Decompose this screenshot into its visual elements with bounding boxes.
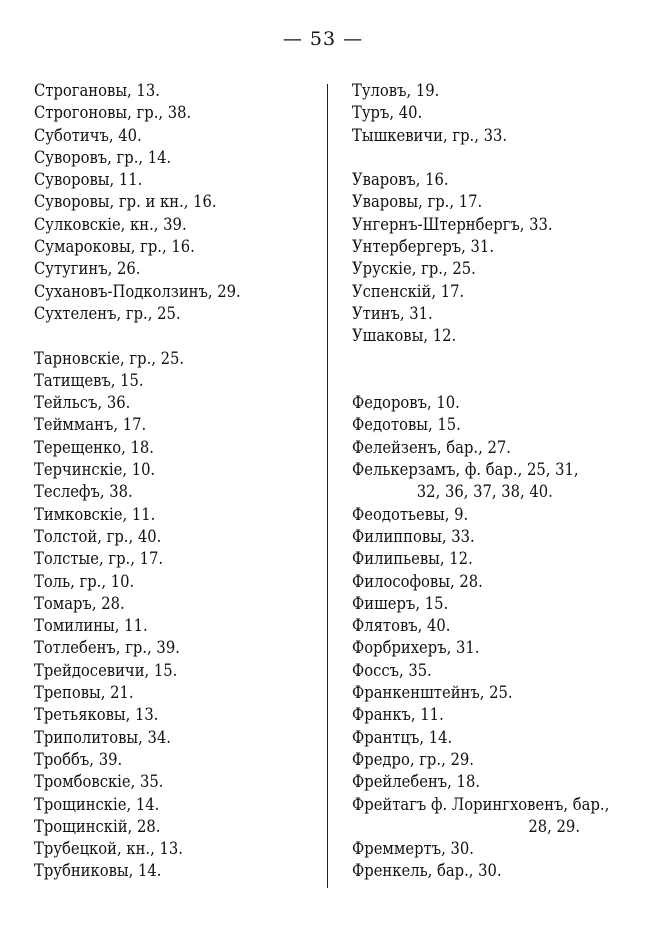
index-entry: Федотовы, 15.	[352, 415, 461, 435]
index-entry: Троббъ, 39.	[34, 749, 123, 769]
index-entry: Теймманъ, 17.	[34, 415, 147, 435]
index-entry: Тейльсъ, 36.	[34, 393, 131, 413]
index-entry: Философовы, 28.	[352, 571, 483, 591]
section-gap	[352, 147, 604, 169]
index-entry: Сулковскіе, кн., 39.	[34, 214, 187, 234]
index-entry: Сутугинъ, 26.	[34, 259, 141, 279]
index-entry: Федоровъ, 10.	[352, 393, 460, 413]
index-entry: Толстой, гр., 40.	[34, 526, 162, 546]
index-column-right	[352, 80, 632, 883]
index-entry: Третьяковы, 13.	[34, 705, 159, 725]
section-gap	[34, 325, 291, 347]
index-entry: Тромбовскіе, 35.	[34, 772, 164, 792]
index-entry: Франкенштейнъ, 25.	[352, 683, 513, 703]
index-entry: Фрейлебенъ, 18.	[352, 772, 481, 792]
index-entry: Утинъ, 31.	[352, 303, 433, 323]
index-entry: Туръ, 40.	[352, 103, 423, 123]
index-entry: Фредро, гр., 29.	[352, 749, 474, 769]
index-entry: Триполитовы, 34.	[34, 727, 171, 747]
index-entry: Сумароковы, гр., 16.	[34, 237, 195, 257]
index-entry: Феодотьевы, 9.	[352, 504, 469, 524]
index-entry: Унтербергеръ, 31.	[352, 237, 495, 257]
index-entry: Филипьевы, 12.	[352, 549, 473, 569]
index-entry: Терещенко, 18.	[34, 437, 154, 457]
index-entry: Филипповы, 33.	[352, 526, 475, 546]
index-entry: Томаръ, 28.	[34, 593, 125, 613]
index-entry: Толстые, гр., 17.	[34, 549, 164, 569]
index-entry: 28, 29.	[528, 816, 581, 836]
index-entry: Трубниковы, 14.	[34, 861, 162, 881]
index-entry: Трубецкой, кн., 13.	[34, 839, 183, 859]
index-entry: Трощинскій, 28.	[34, 816, 161, 836]
index-entry: Унгернъ-Штернбергъ, 33.	[352, 214, 553, 234]
index-entry: Суворовы, гр. и кн., 16.	[34, 192, 217, 212]
index-entry: Френкель, бар., 30.	[352, 861, 502, 881]
index-entry: Туловъ, 19.	[352, 81, 440, 100]
index-entry: Суворовъ, гр., 14.	[34, 147, 172, 167]
index-entry: Трейдосевичи, 15.	[34, 660, 178, 680]
index-entry: Франкъ, 11.	[352, 705, 444, 725]
page-number: — 53 —	[282, 28, 364, 50]
index-entry: Франтцъ, 14.	[352, 727, 453, 747]
index-entry: Уваровы, гр., 17.	[352, 192, 483, 212]
index-entry: Томилины, 11.	[34, 616, 148, 636]
index-entry: Фелькерзамъ, ф. бар., 25, 31,	[352, 460, 579, 480]
index-entry: Толь, гр., 10.	[34, 571, 135, 591]
index-entry: Треповы, 21.	[34, 683, 134, 703]
index-entry: Фишеръ, 15.	[352, 593, 449, 613]
index-entry: 32, 36, 37, 38, 40.	[416, 482, 553, 502]
index-entry: Тимковскіе, 11.	[34, 504, 156, 524]
index-entry: Терчинскіе, 10.	[34, 460, 156, 480]
index-entry: Фоссъ, 35.	[352, 660, 432, 680]
index-column-left	[34, 80, 320, 883]
index-entry: Фелейзенъ, бар., 27.	[352, 437, 511, 457]
index-entry: Флятовъ, 40.	[352, 616, 451, 636]
index-entry: Ушаковы, 12.	[352, 326, 457, 346]
index-entry: Сухтеленъ, гр., 25.	[34, 303, 181, 323]
index-entry: Строгоновы, гр., 38.	[34, 103, 192, 123]
index-entry: Трощинскіе, 14.	[34, 794, 160, 814]
index-entry: Форбрихеръ, 31.	[352, 638, 480, 658]
index-entry: Уваровъ, 16.	[352, 170, 449, 190]
index-entry: Успенскій, 17.	[352, 281, 465, 301]
column-divider	[327, 84, 328, 888]
index-entry: Суботичъ, 40.	[34, 125, 142, 145]
index-entry: Тотлебенъ, гр., 39.	[34, 638, 180, 658]
index-entry: Суворовы, 11.	[34, 170, 143, 190]
index-entry: Тышкевичи, гр., 33.	[352, 125, 508, 145]
index-entry: Тарновскіе, гр., 25.	[34, 348, 185, 368]
index-entry: Теслефъ, 38.	[34, 482, 133, 502]
index-entry: Строгановы, 13.	[34, 81, 160, 100]
index-entry: Сухановъ-Подколзинъ, 29.	[34, 281, 241, 301]
section-gap	[352, 370, 604, 392]
index-entry: Урускіе, гр., 25.	[352, 259, 476, 279]
index-entry: Фрейтагъ ф. Лорингховенъ, бар.,	[352, 794, 610, 814]
index-entry: Татищевъ, 15.	[34, 370, 144, 390]
section-gap	[352, 348, 604, 370]
index-entry: Фреммертъ, 30.	[352, 839, 474, 859]
